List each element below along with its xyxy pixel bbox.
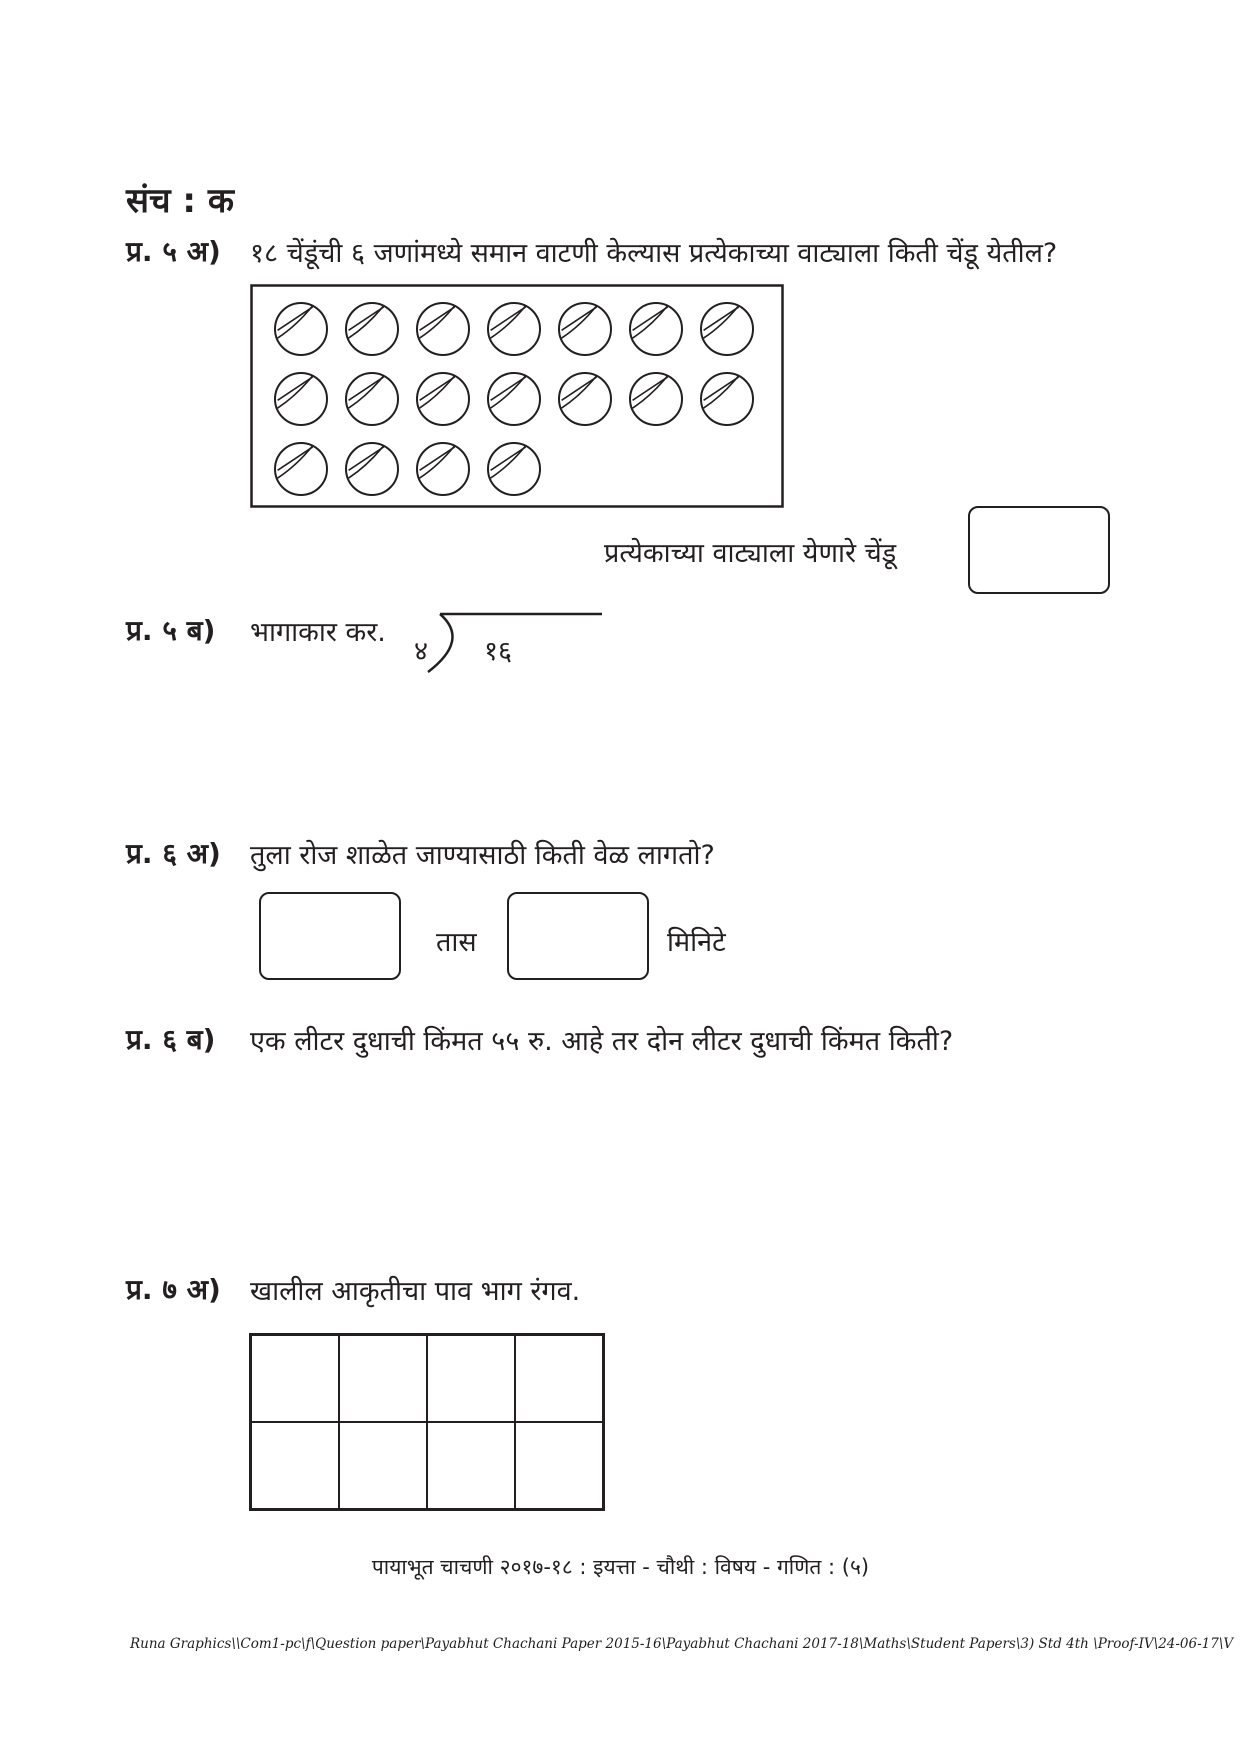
grid-cell[interactable]: [339, 1422, 427, 1509]
ball-icon: [559, 303, 611, 355]
ball-icon: [346, 303, 398, 355]
q5a-answer-box[interactable]: [968, 506, 1110, 594]
grid-cell[interactable]: [251, 1335, 339, 1422]
dividend: १६: [484, 636, 513, 667]
grid-cell[interactable]: [251, 1422, 339, 1509]
ball-icon: [275, 373, 327, 425]
grid-cell[interactable]: [427, 1422, 515, 1509]
long-division-bracket: [420, 608, 610, 678]
grid-cell[interactable]: [339, 1335, 427, 1422]
ball-icon: [630, 303, 682, 355]
ball-icon: [346, 373, 398, 425]
grid-cell[interactable]: [515, 1335, 603, 1422]
set-title: संच : क: [126, 181, 234, 221]
q6a-label: प्र. ६ अ): [126, 837, 221, 870]
ball-icon: [488, 303, 540, 355]
ball-icon: [488, 443, 540, 495]
hours-input-box[interactable]: [259, 892, 401, 980]
q6b-label: प्र. ६ ब): [126, 1023, 216, 1056]
ball-icon: [346, 443, 398, 495]
q7a-label: प्र. ७ अ): [126, 1273, 221, 1306]
ball-icon: [417, 303, 469, 355]
grid-cell[interactable]: [515, 1422, 603, 1509]
divisor: ४: [414, 636, 429, 667]
q7a-text: खालील आकृतीचा पाव भाग रंगव.: [250, 1276, 581, 1307]
ball-icon: [275, 303, 327, 355]
grid-cell[interactable]: [427, 1335, 515, 1422]
hours-label: तास: [436, 927, 477, 958]
ball-icon: [275, 443, 327, 495]
q5a-answer-label: प्रत्येकाच्या वाट्याला येणारे चेंडू: [604, 538, 897, 569]
q5a-text: १८ चेंडूंची ६ जणांमध्ये समान वाटणी केल्यास प्रत्येकाच्या वाट्याला किती चेंडू येतील?: [250, 238, 1058, 269]
q5b-label: प्र. ५ ब): [126, 614, 216, 647]
minutes-input-box[interactable]: [507, 892, 649, 980]
ball-icon: [559, 373, 611, 425]
q6a-text: तुला रोज शाळेत जाण्यासाठी किती वेळ लागतो?: [250, 840, 715, 871]
ball-icon: [488, 373, 540, 425]
page-footer: पायाभूत चाचणी २०१७-१८ : इयत्ता - चौथी : विषय - गणित : (५): [371, 1555, 870, 1579]
ball-icon: [630, 373, 682, 425]
proof-line: Runa Graphics\\Com1-pc\f\Question paper\Payabhut Chachani Paper 2015-16\Payabhut Chachani 2017-18\Maths\Student Papers\3) Std 4th \Proof-IV\24-06-17\V: [130, 1636, 1234, 1652]
minutes-label: मिनिटे: [667, 927, 726, 958]
balls-group: [275, 303, 753, 495]
ball-icon: [417, 373, 469, 425]
ball-icon: [701, 303, 753, 355]
q6b-text: एक लीटर दुधाची किंमत ५५ रु. आहे तर दोन लीटर दुधाची किंमत किती?: [250, 1026, 954, 1057]
balls-figure: [250, 284, 790, 509]
ball-icon: [701, 373, 753, 425]
q5a-label: प्र. ५ अ): [126, 235, 221, 268]
ball-icon: [417, 443, 469, 495]
q5b-text: भागाकार कर.: [250, 617, 386, 648]
shading-grid: [249, 1333, 605, 1511]
